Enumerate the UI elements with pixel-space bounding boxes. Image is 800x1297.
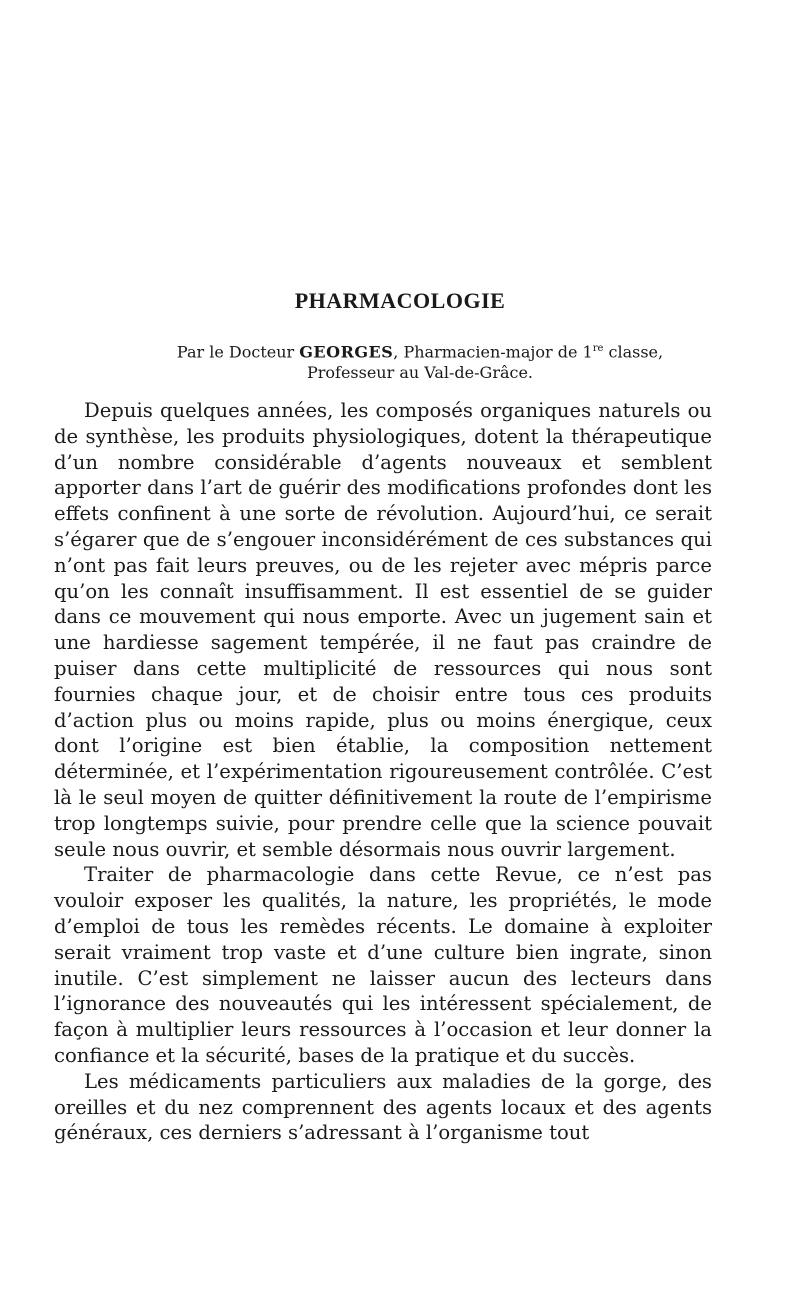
byline-affiliation: Professeur au Val-de-Grâce. xyxy=(306,363,534,382)
paragraph: Traiter de pharmacologie dans cette Revue, ce n’est pas vouloir exposer les qualités, la nature, les propriétés, le mode d’emploi de tous les remèdes récents. Le domaine à exploiter serait vraiment trop vaste et d’une culture bien ingrate, sinon inutile. C’est simplement ne laisser aucun des lecteurs dans l’ignorance des nouveautés qui les intéressent spécialement, de façon à multiplier leurs ressources à l’occasion et leur donner la confiance et la sécurité, bases de la pratique et du succès. xyxy=(54,863,712,1067)
article-title: PHARMACOLOGIE xyxy=(294,288,506,313)
author-name: GEORGES xyxy=(299,342,394,362)
paragraph: Les médicaments particuliers aux maladies de la gorge, des oreilles et du nez comprennent des agents locaux et des agents généraux, ces derniers s’adressant à l’organisme tout xyxy=(54,1069,712,1145)
article-body xyxy=(54,398,712,1146)
byline-suffix: classe, xyxy=(603,342,664,362)
byline xyxy=(60,338,780,363)
byline-prefix: Par le Docteur xyxy=(176,342,295,362)
byline-rank: , Pharmacien-major de 1 xyxy=(393,342,593,362)
paragraph: Depuis quelques années, les composés organiques naturels ou de synthèse, les produits physiologiques, dotent la thérapeutique d’un nombre considérable d’agents nouveaux et semblent apporter dans l’art de guérir des modifications profondes dont les effets confinent à une sorte de révolution. Aujourd’hui, ce serait s’égarer que de s’engouer inconsidérément de ces substances qui n’ont pas fait leurs preuves, ou de les rejeter avec mépris parce qu’on les connaît insuffisamment. Il est essentiel de se guider dans ce mouvement qui nous emporte. Avec un jugement sain et une hardiesse sagement tempérée, il ne faut pas craindre de puiser dans cette multiplicité de ressources qui nous sont fournies chaque jour, et de choisir entre tous ces produits d’action plus ou moins rapide, plus ou moins énergique, ceux dont l’origine est bien établie, la composition nettement déterminée, et l’expérimentation rigoureusement contrôlée. C’est là le seul moyen de quitter définitivement la route de l’empirisme trop longtemps suivie, pour prendre celle que la science pouvait seule nous ouvrir, et semble désormais nous ouvrir largement. xyxy=(54,399,712,861)
rank-superscript: re xyxy=(592,343,604,354)
